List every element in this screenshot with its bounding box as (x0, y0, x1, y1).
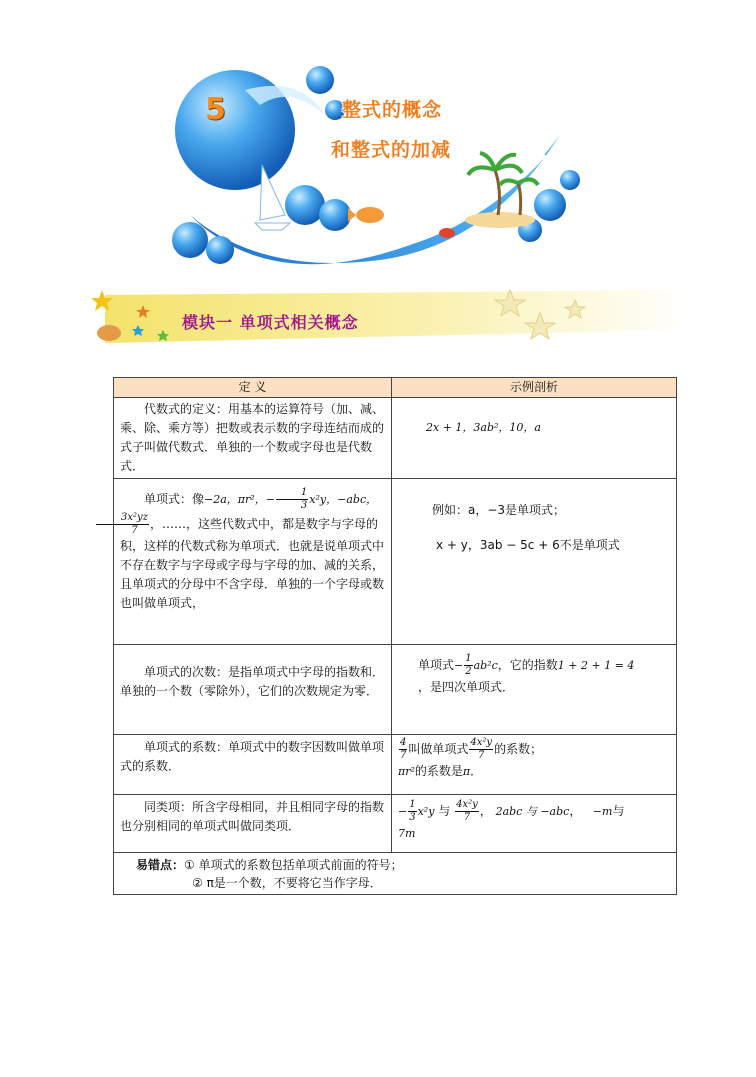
header-banner-graphic (150, 55, 580, 270)
note-cell (114, 853, 677, 895)
fraction: $\frac{\text{4x²y}}{7}$ (456, 799, 478, 823)
fraction: $\frac{1}{2}$ (465, 653, 472, 677)
note-item: ① 单项式的系数包括单项式前面的符号； (184, 858, 403, 872)
table-row (114, 479, 677, 645)
note-item: ② π是一个数，不要将它当作字母． (192, 876, 382, 890)
fraction: $\frac{1}{3}$ (409, 799, 416, 823)
note-label: 易错点： (136, 858, 185, 872)
table-header-row (114, 378, 677, 398)
table-row (114, 645, 677, 735)
example-cell: 单项式− $\frac{1}{2}$ ab²c，它的指数1 + 2 + 1 = 4 ，是四次单项式． (392, 645, 677, 735)
definition-cell (114, 795, 392, 853)
chapter-title-line2: 和整式的加减 (331, 139, 452, 161)
module-header-bar (85, 285, 705, 355)
concept-table (113, 377, 677, 895)
fraction: $\frac{\text{3x²yz}}{7}$ (96, 512, 149, 537)
example-line: x + y，3ab − 5c + 6不是单项式 (436, 538, 620, 552)
fraction: $\frac{4}{7}$ (400, 737, 407, 761)
term-label: 单项式 (144, 492, 181, 506)
crab-icon (97, 325, 121, 341)
example-line: 例如：a，−3是单项式； (432, 503, 566, 517)
term-label: 单项式的次数 (144, 665, 217, 679)
definition-cell: 单项式：像−2a，πr²，− $\frac{1}{3}$ x²y，−abc， $\frac{\text{3x²yz}}{7}$ ，……，这些代数式中，都是数字与字母的积，这样的代数式称为单项式．也就是说单项式中不存在数字与字母或字母与字母的加、减的关系，且单项式的分母中不含字母．单独的一个字母或数也叫做单项式， (114, 479, 392, 645)
module-title: 模块一 单项式相关概念 (182, 313, 359, 332)
table-row (114, 735, 677, 795)
table-row (114, 795, 677, 853)
term-label: 同类项 (144, 800, 181, 814)
table-row (114, 398, 677, 479)
term-label: 代数式的定义 (144, 402, 217, 416)
wave-illustration (150, 55, 580, 270)
fraction: $\frac{\text{4x²y}}{7}$ (470, 737, 493, 761)
definition-cell (114, 645, 392, 735)
term-text: ：所含字母相同，并且相同字母的指数也分别相同的单项式叫做同类项． (120, 800, 385, 833)
table-row-note (114, 853, 677, 895)
term-text: ：是指单项式中字母的指数和．单独的一个数（零除外），它们的次数规定为零． (120, 665, 385, 698)
module-bar-graphic (85, 285, 705, 355)
example-cell: $\frac{4}{7}$ 叫做单项式 $\frac{\text{4x²y}}{7}$ 的系数； πr²的系数是π． (392, 735, 677, 795)
example-cell: − $\frac{1}{3}$ x²y 与 $\frac{\text{4x²y}}{7}$ ， 2abc 与 −abc， −m与 7m (392, 795, 677, 853)
header-example: 示例剖析 (392, 378, 677, 398)
example-cell (392, 398, 677, 479)
definition-cell (114, 398, 392, 479)
header-definition: 定 义 (114, 378, 392, 398)
chapter-number: 5 (205, 92, 226, 127)
chapter-title-line1: 整式的概念 (342, 99, 443, 121)
term-text: ，……，这些代数式中，都是数字与字母的积，这样的代数式称为单项式．也就是说单项式中不存在数字与字母或字母与字母的加、减的关系，且单项式的分母中不含字母．单独的一个字母或数也叫做单项式， (120, 517, 385, 610)
term-text: ：用基本的运算符号（加、减、乘、除、乘方等）把数或表示数的字母连结而成的式子叫做代数式．单独的一个数或字母也是代数式． (120, 402, 385, 473)
term-label: 单项式的系数 (144, 740, 217, 754)
term-text: ：单项式中的数字因数叫做单项式的系数． (120, 740, 385, 773)
fraction: $\frac{1}{3}$ (276, 487, 308, 512)
definition-cell (114, 735, 392, 795)
example-cell (392, 479, 677, 645)
example-expression: 2x + 1，3ab²，10，a (426, 421, 541, 434)
